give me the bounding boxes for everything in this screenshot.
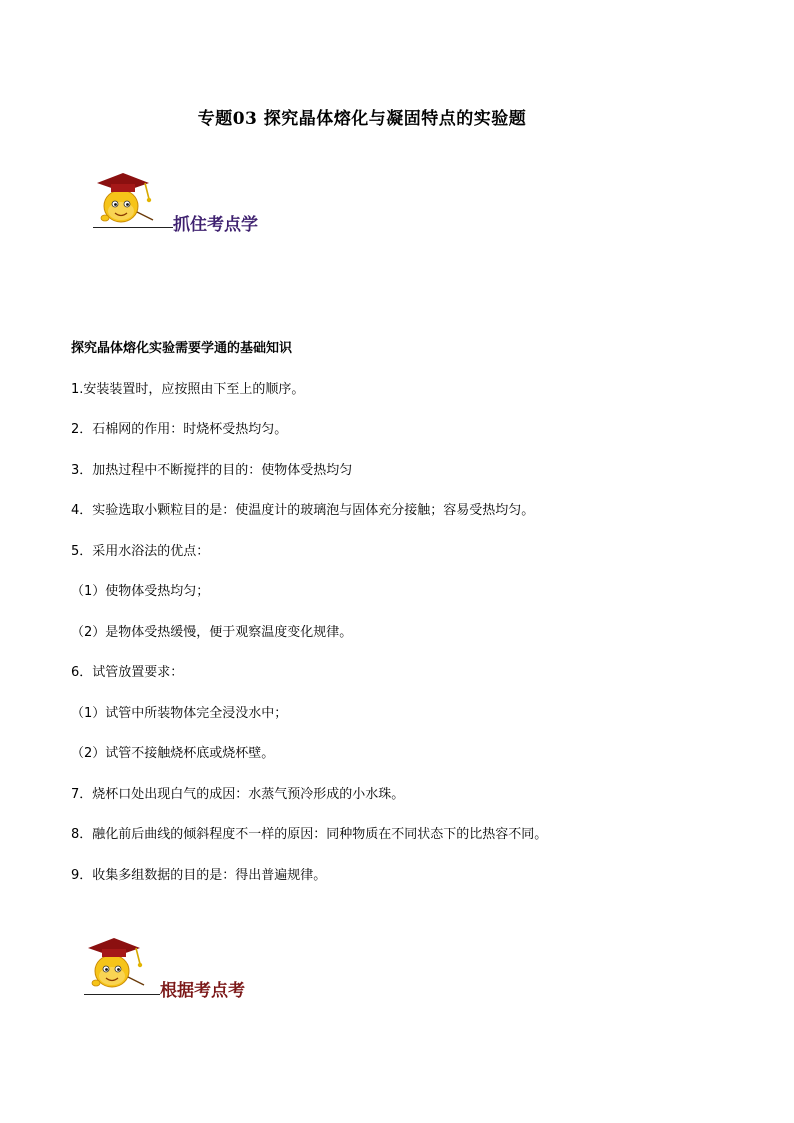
graduate-mascot-icon xyxy=(91,168,161,230)
list-item: （2）试管不接触烧杯底或烧杯壁。 xyxy=(71,746,275,761)
list-item: （1）使物体受热均匀； xyxy=(71,584,210,599)
badge-underline xyxy=(93,227,173,228)
section-label-study: 抓住考点学 xyxy=(173,215,258,235)
list-item: 7．烧杯口处出现白气的成因：水蒸气预冷形成的小水珠。 xyxy=(71,787,405,802)
section-badge-exam xyxy=(76,933,296,1003)
badge-underline xyxy=(84,994,160,995)
list-item: 5．采用水浴法的优点： xyxy=(71,544,210,559)
list-item: 1.安装装置时，应按照由下至上的顺序。 xyxy=(71,382,305,397)
list-item: 8．融化前后曲线的倾斜程度不一样的原因：同种物质在不同状态下的比热容不同。 xyxy=(71,827,548,842)
list-item: （2）是物体受热缓慢，便于观察温度变化规律。 xyxy=(71,625,353,640)
graduate-mascot-icon xyxy=(80,933,154,995)
list-item: 6．试管放置要求： xyxy=(71,665,184,680)
list-item: （1）试管中所装物体完全浸没水中； xyxy=(71,706,288,721)
list-item: 2．石棉网的作用：时烧杯受热均匀。 xyxy=(71,422,288,437)
section-label-exam: 根据考点考 xyxy=(160,981,245,1001)
list-item: 3．加热过程中不断搅拌的目的：使物体受热均匀 xyxy=(71,463,353,478)
list-item: 4．实验选取小颗粒目的是：使温度计的玻璃泡与固体充分接触；容易受热均匀。 xyxy=(71,503,535,518)
knowledge-heading: 探究晶体熔化实验需要学通的基础知识 xyxy=(71,341,293,356)
section-badge-study xyxy=(85,168,285,238)
page-title: 专题03 探究晶体熔化与凝固特点的实验题 xyxy=(197,109,527,129)
list-item: 9．收集多组数据的目的是：得出普遍规律。 xyxy=(71,868,327,883)
